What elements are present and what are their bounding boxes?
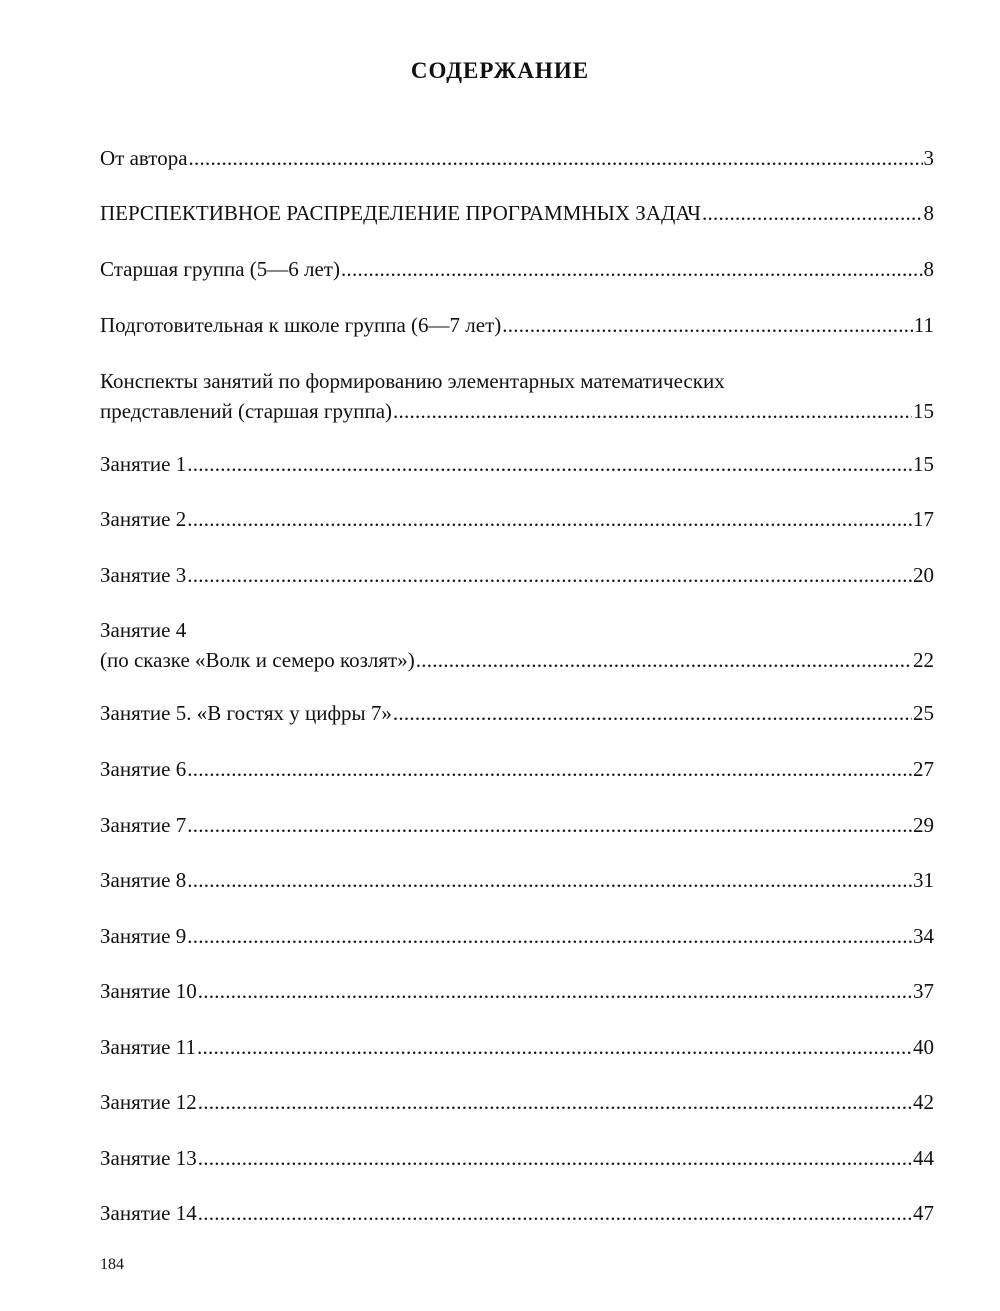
toc-line (100, 312, 934, 338)
toc-entry-title: Занятие 8 (100, 868, 187, 892)
toc-line (100, 398, 934, 424)
toc-entry-page: 47 (913, 1201, 934, 1225)
dot-leader (416, 647, 912, 673)
page-title: СОДЕРЖАНИЕ (410, 58, 590, 83)
dot-leader (187, 867, 912, 893)
toc-line (100, 200, 934, 226)
toc-entry-title: Занятие 1 (100, 452, 187, 476)
toc-entry-page: 22 (913, 648, 934, 672)
toc-entry-lesson-14[interactable] (100, 1200, 934, 1226)
toc-entry-page: 25 (913, 701, 934, 725)
dot-leader (393, 398, 912, 424)
toc-entry-lesson-4[interactable] (100, 617, 934, 673)
toc-entry-lesson-11[interactable] (100, 1034, 934, 1060)
toc-entry-title: Занятие 14 (100, 1201, 197, 1225)
toc-entry-page: 42 (913, 1090, 934, 1114)
toc-entry-page: 3 (923, 146, 934, 170)
toc-entry-title: Занятие 9 (100, 924, 187, 948)
toc-entry-lesson-9[interactable] (100, 923, 934, 949)
toc-entry-page: 31 (913, 868, 934, 892)
toc-entry-title: Занятие 6 (100, 757, 187, 781)
toc-entry-title: Занятие 10 (100, 979, 197, 1003)
toc-entry-title: Занятие 2 (100, 507, 187, 531)
toc-entry-page: 17 (913, 507, 934, 531)
toc-line (100, 700, 934, 726)
toc-line (100, 256, 934, 282)
dot-leader (187, 923, 912, 949)
toc-line (100, 1034, 934, 1060)
toc-line (100, 647, 934, 673)
toc-entry-title: представлений (старшая группа) (100, 399, 393, 423)
toc-entry-from-author[interactable] (100, 145, 934, 171)
dot-leader (198, 1145, 912, 1171)
toc-entry-page: 37 (913, 979, 934, 1003)
toc-entry-perspective[interactable] (100, 200, 934, 226)
toc-entry-lesson-3[interactable] (100, 562, 934, 588)
toc-line (100, 1200, 934, 1226)
toc-entry-lesson-8[interactable] (100, 867, 934, 893)
toc-line (100, 756, 934, 782)
toc-entry-title: Занятие 7 (100, 813, 187, 837)
toc-line (100, 451, 934, 477)
dot-leader (393, 700, 912, 726)
dot-leader (198, 1200, 912, 1226)
dot-leader (187, 506, 912, 532)
dot-leader (187, 812, 912, 838)
toc-entry-lesson-6[interactable] (100, 756, 934, 782)
toc-entry-page: 20 (913, 563, 934, 587)
toc-entry-title-line1: Занятие 4 (100, 618, 187, 642)
toc-entry-page: 15 (913, 399, 934, 423)
toc-entry-title: (по сказке «Волк и семеро козлят») (100, 648, 415, 672)
toc-entry-preparatory-group[interactable] (100, 312, 934, 338)
toc-entry-title: Занятие 3 (100, 563, 187, 587)
toc-line (100, 923, 934, 949)
toc-entry-page: 29 (913, 813, 934, 837)
toc-entry-page: 27 (913, 757, 934, 781)
toc-entry-lesson-5[interactable] (100, 700, 934, 726)
toc-line (100, 978, 934, 1004)
dot-leader (187, 562, 912, 588)
toc-entry-lesson-notes[interactable] (100, 368, 934, 424)
dot-leader (187, 756, 912, 782)
toc-line (100, 562, 934, 588)
toc-line (100, 1089, 934, 1115)
toc-entry-lesson-1[interactable] (100, 451, 934, 477)
toc-entry-page: 15 (913, 452, 934, 476)
toc-entry-lesson-10[interactable] (100, 978, 934, 1004)
dot-leader (187, 451, 912, 477)
toc-entry-page: 44 (913, 1146, 934, 1170)
toc-line (100, 867, 934, 893)
toc-entry-page: 8 (923, 257, 934, 281)
toc-entry-page: 11 (913, 313, 934, 337)
toc-entry-title: Занятие 5. «В гостях у цифры 7» (100, 701, 392, 725)
toc-entry-lesson-7[interactable] (100, 812, 934, 838)
toc-entry-title-line1: Конспекты занятий по формированию элементарных математических (100, 369, 725, 393)
dot-leader (502, 312, 912, 338)
page-number: 184 (100, 1256, 124, 1273)
dot-leader (702, 200, 923, 226)
toc-entry-title: Старшая группа (5—6 лет) (100, 257, 340, 281)
dot-leader (198, 1089, 912, 1115)
toc-entry-lesson-13[interactable] (100, 1145, 934, 1171)
toc-entry-title: ПЕРСПЕКТИВНОЕ РАСПРЕДЕЛЕНИЕ ПРОГРАММНЫХ ЗАДАЧ (100, 201, 701, 225)
dot-leader (197, 1034, 912, 1060)
dot-leader (189, 145, 923, 171)
toc-entry-page: 34 (913, 924, 934, 948)
toc-entry-senior-group[interactable] (100, 256, 934, 282)
toc-line (100, 145, 934, 171)
toc-entry-page: 8 (923, 201, 934, 225)
toc-entry-title: Занятие 13 (100, 1146, 197, 1170)
toc-entry-lesson-12[interactable] (100, 1089, 934, 1115)
dot-leader (198, 978, 912, 1004)
toc-entry-title: От автора (100, 146, 188, 170)
toc-entry-title: Занятие 12 (100, 1090, 197, 1114)
toc-entry-lesson-2[interactable] (100, 506, 934, 532)
toc-line (100, 506, 934, 532)
toc-entry-title: Занятие 11 (100, 1035, 196, 1059)
toc-line (100, 1145, 934, 1171)
toc-line (100, 812, 934, 838)
dot-leader (341, 256, 923, 282)
toc-entry-title: Подготовительная к школе группа (6—7 лет) (100, 313, 502, 337)
toc-entry-page: 40 (913, 1035, 934, 1059)
